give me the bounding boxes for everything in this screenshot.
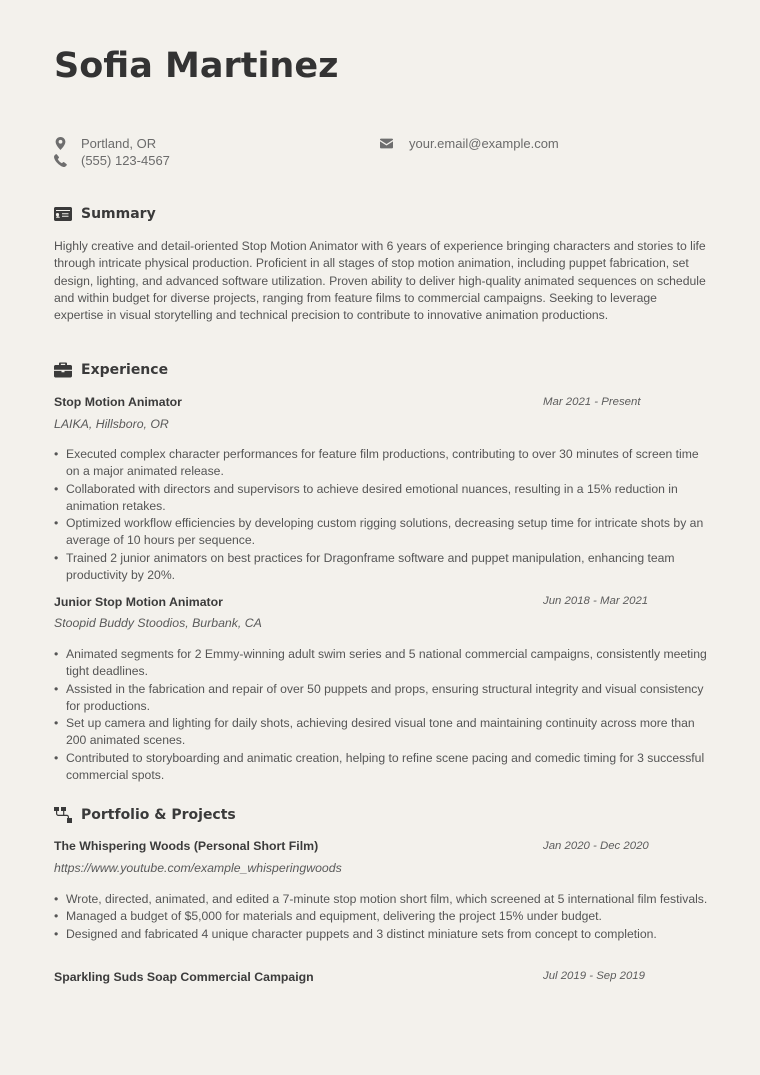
briefcase-icon [54,362,72,378]
bullet-item: • Managed a budget of $5,000 for materials and equipment, delivering the project 15% under budget. [54,908,714,925]
bullet-item: • Collaborated with directors and supervisors to achieve desired emotional nuances, resulting in a 15% reduction in animation retakes. [54,481,714,516]
job-company: LAIKA, Hillsboro, OR [54,417,169,431]
job-dates: Mar 2021 - Present [543,396,641,408]
bullet-item: • Assisted in the fabrication and repair of over 50 puppets and props, ensuring structural integrity and visual consistency for productions. [54,681,714,716]
bullet-item: • Trained 2 junior animators on best practices for Dragonframe software and puppet manipulation, enhancing team productivity by 20%. [54,550,714,585]
project-title: Sparkling Suds Soap Commercial Campaign [54,970,314,984]
id-card-icon [54,206,72,222]
candidate-name: Sofia Martinez [54,46,339,86]
envelope-icon [380,137,393,150]
project-bullets [54,891,714,943]
location-text: Portland, OR [81,136,157,151]
sitemap-icon [54,807,72,823]
bullet-item: • Contributed to storyboarding and animatic creation, helping to refine scene pacing and comedic timing for 3 successful commercial spots. [54,750,714,785]
map-marker-icon [54,137,67,150]
phone-text: (555) 123-4567 [81,153,170,168]
job-company: Stoopid Buddy Stoodios, Burbank, CA [54,616,262,630]
project-link[interactable]: https://www.youtube.com/example_whisperingwoods [54,861,342,875]
contact-phone [54,153,170,168]
portfolio-heading: Portfolio & Projects [54,807,236,823]
bullet-item: • Designed and fabricated 4 unique character puppets and 3 distinct miniature sets from concept to completion. [54,926,714,943]
bullet-item: • Wrote, directed, animated, and edited a 7-minute stop motion short film, which screened at 5 international film festivals. [54,891,714,908]
contact-email [380,136,559,151]
project-dates: Jul 2019 - Sep 2019 [543,970,645,982]
phone-icon [54,154,67,167]
bullet-item: • Animated segments for 2 Emmy-winning adult swim series and 5 national commercial campaigns, consistently meeting tight deadlines. [54,646,714,681]
email-text[interactable]: your.email@example.com [409,136,559,151]
contact-location [54,136,156,151]
bullet-item: • Optimized workflow efficiencies by developing custom rigging solutions, decreasing setup time for intricate shots by an average of 10 hours per sequence. [54,515,714,550]
bullet-item: • Executed complex character performances for feature film productions, contributing to over 30 minutes of screen time on a major animated release. [54,446,714,481]
summary-heading: Summary [54,206,156,222]
project-title: The Whispering Woods (Personal Short Film) [54,839,319,853]
job-bullets [54,646,714,784]
job-dates: Jun 2018 - Mar 2021 [543,595,649,607]
summary-text: Highly creative and detail-oriented Stop Motion Animator with 6 years of experience bringing characters and stories to life through intricate physical production. Proficient in all stages of stop motion animation, including puppet fabrication, set design, lighting, and advanced software utilization. Proven ability to deliver high-quality animated sequences on schedule and within budget for diverse projects, ranging from feature films to commercial campaigns. Seeking to leverage expertise in visual storytelling and technical precision to contribute to innovative animation productions. [54,239,706,323]
job-title: Stop Motion Animator [54,395,182,409]
experience-heading: Experience [54,362,168,378]
job-bullets [54,446,714,584]
job-title: Junior Stop Motion Animator [54,595,223,609]
bullet-item: • Set up camera and lighting for daily shots, achieving desired visual tone and maintaining continuity across more than 200 animated scenes. [54,715,714,750]
project-dates: Jan 2020 - Dec 2020 [543,840,649,852]
